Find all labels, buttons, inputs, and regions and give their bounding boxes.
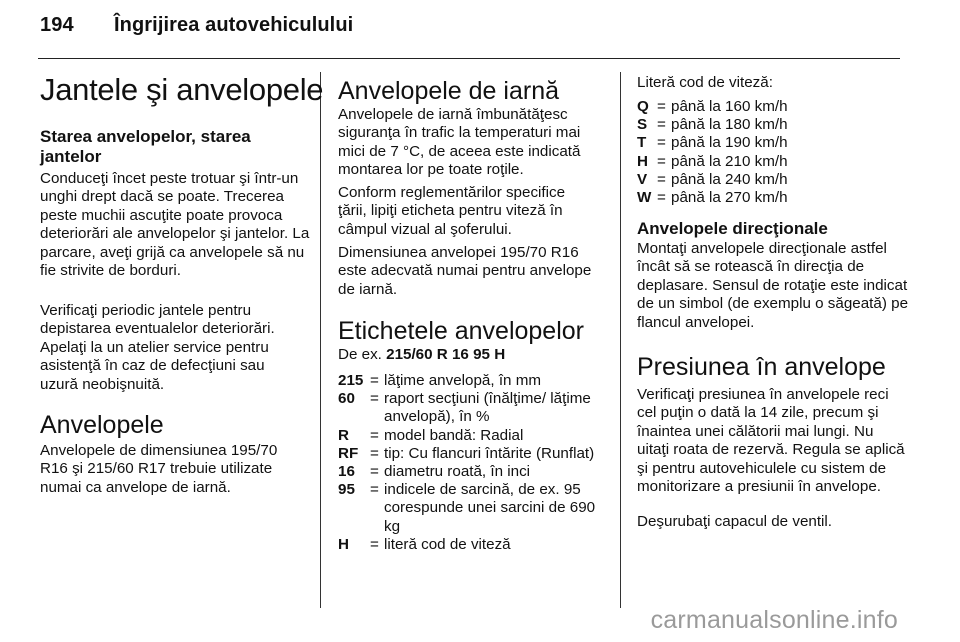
speed-code-row [637,116,897,134]
heading-etichete: Etichetele anvelopelor [338,317,584,345]
tire-code-row [338,463,608,481]
equals-sign: = [370,390,379,408]
paragraph-dimensiune-iarna: Dimensiunea anvelopei 195/70 R16 este adecvată numai pentru anvelope de iarnă. [338,244,592,298]
speed-code-list [637,98,897,207]
paragraph-conduceti: Conduceţi încet peste trotuar şi într-un unghi drept dacă se poate. Trecerea peste muchii ascuţite poate provoca deteriorări ale anvelopelor şi jantelor. La parcare, aveţi grijă ca anvelopele să nu fie strivite de borduri. [40,170,310,280]
equals-sign: = [370,463,379,481]
column-divider-1 [320,72,321,608]
speed-code-row-desc: până la 190 km/h [671,134,788,152]
section-title-jante: Jantele şi anvelopele [40,72,324,107]
watermark: carmanualsonline.info [650,606,898,634]
tire-example [338,346,505,364]
tire-code-row [338,445,608,463]
paragraph-presiunea: Verificaţi presiunea în anvelopele reci cel puţin o dată la 14 zile, precum şi înaintea unei călătorii mai lungi. Nu uitaţi roata de rezervă. Regula se aplică şi pentru autovehiculele cu sistem de monitorizare a presiunii în anvelope. [637,386,905,496]
tire-code-row-key: 95 [338,481,355,499]
tire-code-row [338,427,608,445]
speed-intro: Literă cod de viteză: [637,74,773,91]
tire-code-row-desc: model bandă: Radial [384,426,524,444]
equals-sign: = [370,481,379,499]
tire-code-row [338,372,608,390]
heading-presiunea: Presiunea în anvelope [637,353,886,381]
page-header [40,14,353,37]
tire-code-row [338,390,608,426]
tire-code-row-key: H [338,535,349,553]
tire-code-row-desc: raport secţiuni (înălţime/ lăţime anvelopă), în % [384,390,591,426]
speed-code-row-key: H [637,152,648,170]
equals-sign: = [657,152,666,170]
equals-sign: = [657,189,666,207]
speed-code-row-desc: până la 210 km/h [671,152,788,170]
speed-code-row-desc: până la 180 km/h [671,116,788,134]
speed-code-row-key: T [637,134,647,152]
tire-code-row [338,536,608,554]
speed-code-row [637,98,897,116]
tire-code-row-desc: tip: Cu flancuri întărite (Runflat) [384,444,595,462]
equals-sign: = [657,116,666,134]
tire-example-prefix: De ex. [338,346,387,363]
subheading-starea: Starea anvelopelor, starea jantelor [40,127,251,166]
tire-code-list [338,372,608,554]
tire-code-row [338,481,608,536]
tire-example-value: 215/60 R 16 95 H [386,346,506,363]
speed-code-row-key: V [637,170,648,188]
speed-code-row-key: Q [637,98,649,115]
equals-sign: = [370,535,379,553]
equals-sign: = [657,98,666,115]
equals-sign: = [370,426,379,444]
heading-iarna: Anvelopele de iarnă [338,77,559,105]
speed-code-row-desc: până la 270 km/h [671,189,788,207]
tire-code-row-key: 215 [338,372,364,389]
equals-sign: = [657,170,666,188]
paragraph-directionale: Montaţi anvelopele direcţionale astfel încât să se rotească în direcţia de deplasare. Sensul de rotaţie este indicat de un simbol (de exemplu o săgeată) pe flancul anvelopei. [637,240,909,331]
paragraph-reglementari: Conform reglementărilor specifice ţării, lipiţi eticheta pentru viteză în câmpul vizual al şoferului. [338,184,566,238]
speed-code-row [637,153,897,171]
tire-code-row-desc: diametru roată, în inci [384,463,531,481]
tire-code-row-desc: literă cod de viteză [384,535,511,553]
tire-code-row-key: 60 [338,390,355,408]
equals-sign: = [370,372,379,389]
speed-code-row-key: W [637,189,652,207]
speed-code-row-desc: până la 160 km/h [671,98,788,115]
speed-code-row [637,171,897,189]
page-number: 194 [40,14,74,36]
header-divider [38,58,900,59]
tire-code-row-desc: indicele de sarcină, de ex. 95 corespunde unei sarcini de 690 kg [384,481,596,535]
speed-code-row-desc: până la 240 km/h [671,170,788,188]
tire-code-row-key: RF [338,444,359,462]
column-divider-2 [620,72,621,608]
heading-anvelopele: Anvelopele [40,411,164,439]
equals-sign: = [657,134,666,152]
tire-code-row-key: R [338,426,349,444]
paragraph-dimensiunea: Anvelopele de dimensiunea 195/70 R16 şi 215/60 R17 trebuie utilizate numai ca anvelope de iarnă. [40,442,278,496]
tire-code-row-desc: lăţime anvelopă, în mm [384,372,542,389]
paragraph-iarna: Anvelopele de iarnă îmbunătăţesc siguranţa în trafic la temperaturi mai mici de 7 °C, de aceea este indicată montarea lor pe toate roţile. [338,106,581,179]
tire-code-row-key: 16 [338,463,355,481]
equals-sign: = [370,444,379,462]
chapter-title: Îngrijirea autovehiculului [114,14,354,36]
speed-code-row-key: S [637,116,648,134]
heading-directionale: Anvelopele direcţionale [637,219,828,238]
speed-code-row [637,134,897,152]
paragraph-ventil: Deşurubaţi capacul de ventil. [637,513,833,530]
paragraph-verificati: Verificaţi periodic jantele pentru depistarea eventualelor deteriorări. Apelaţi la un atelier service pentru asistenţă în caz de defecţiuni sau uzură neobişnuită. [40,302,275,393]
speed-code-row [637,189,897,207]
